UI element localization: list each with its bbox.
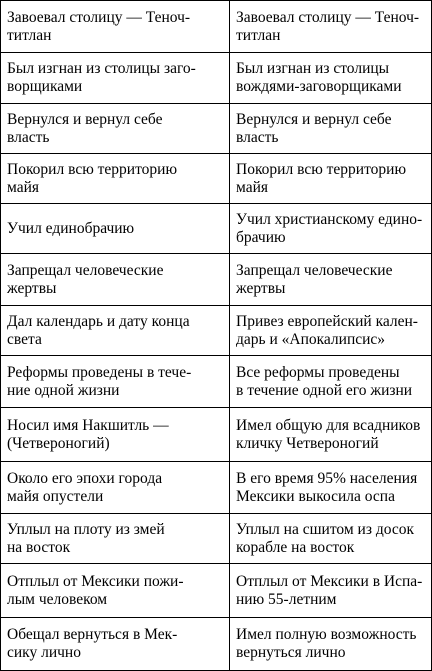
table-cell-right: Привез европейский кален- дарь и «Апокалипсис» <box>230 306 432 356</box>
table-cell-right: Все реформы проведены в течение одной его жизни <box>230 356 432 408</box>
table-row <box>1 462 432 514</box>
table-cell-left: Уплыл на плоту из змей на восток <box>1 514 230 564</box>
table-cell-right: Покорил всю территорию майя <box>230 154 432 204</box>
table-row <box>1 254 432 306</box>
table-cell-left: Носил имя Накшитль — (Четвероногий) <box>1 408 230 462</box>
table-cell-left: Завоевал столицу — Теноч- титлан <box>1 1 230 53</box>
table-cell-right: Был изгнан из столицы вождями-заговорщиками <box>230 53 432 104</box>
table-cell-left: Отплыл от Мексики пожи- лым человеком <box>1 564 230 618</box>
table-row <box>1 356 432 408</box>
table-cell-right: В его время 95% населения Мексики выкосила оспа <box>230 462 432 514</box>
table-cell-left: Реформы проведены в тече- ние одной жизни <box>1 356 230 408</box>
table-cell-left: Запрещал человеческие жертвы <box>1 254 230 306</box>
table-cell-left: Учил единобрачию <box>1 204 230 254</box>
table-row <box>1 204 432 254</box>
table-cell-left: Около его эпохи города майя опустели <box>1 462 230 514</box>
table-row <box>1 1 432 53</box>
table-cell-right: Запрещал человеческие жертвы <box>230 254 432 306</box>
table-cell-right: Имел полную возможность вернуться лично <box>230 618 432 671</box>
comparison-table-body <box>1 1 432 671</box>
table-cell-left: Дал календарь и дату конца света <box>1 306 230 356</box>
table-row <box>1 564 432 618</box>
table-row <box>1 104 432 154</box>
table-cell-right: Завоевал столицу — Теноч- титлан <box>230 1 432 53</box>
table-cell-right: Вернулся и вернул себе власть <box>230 104 432 154</box>
table-row <box>1 154 432 204</box>
table-cell-left: Обещал вернуться в Мек- сику лично <box>1 618 230 671</box>
table-cell-right: Отплыл от Мексики в Испа- нию 55-летним <box>230 564 432 618</box>
table-row <box>1 306 432 356</box>
table-cell-right: Имел общую для всадников кличку Четвероногий <box>230 408 432 462</box>
table-cell-right: Уплыл на сшитом из досок корабле на восток <box>230 514 432 564</box>
table-row <box>1 53 432 104</box>
table-cell-left: Покорил всю территорию майя <box>1 154 230 204</box>
table-row <box>1 618 432 671</box>
table-cell-left: Был изгнан из столицы заго- ворщиками <box>1 53 230 104</box>
table-cell-left: Вернулся и вернул себе власть <box>1 104 230 154</box>
table-row <box>1 408 432 462</box>
table-cell-right: Учил христианскому едино- брачию <box>230 204 432 254</box>
table-row <box>1 514 432 564</box>
